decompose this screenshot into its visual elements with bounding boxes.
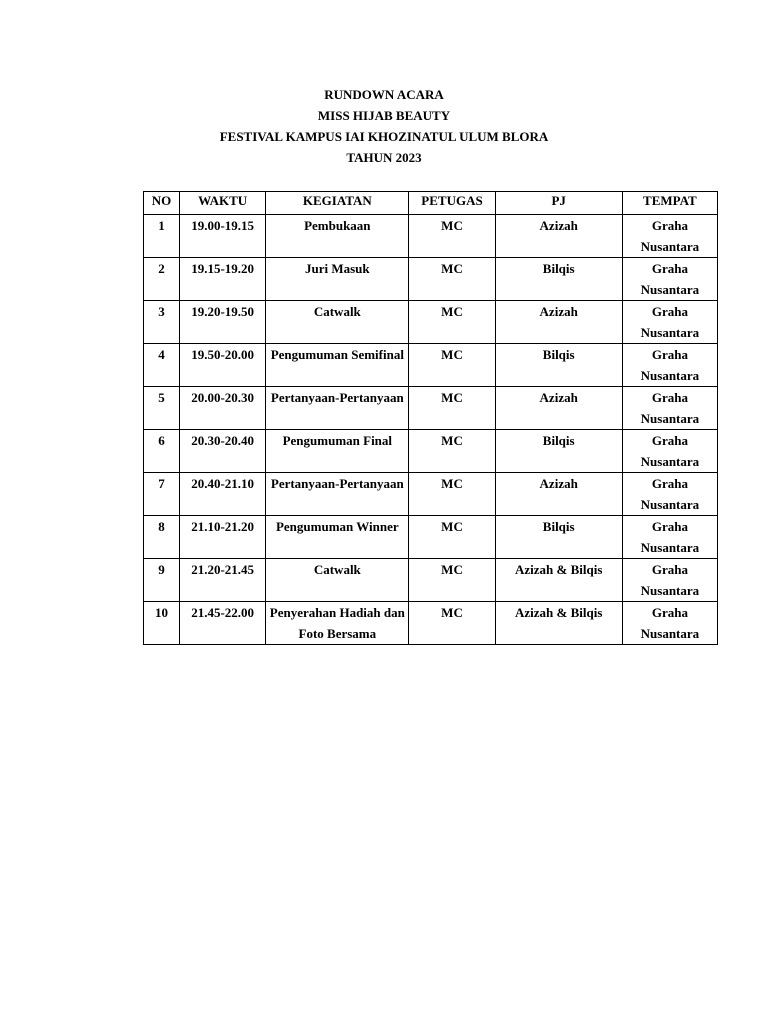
cell-kegiatan: Juri Masuk xyxy=(266,258,409,301)
cell-pj: Bilqis xyxy=(495,344,622,387)
cell-pj: Bilqis xyxy=(495,258,622,301)
cell-no: 3 xyxy=(144,301,180,344)
table-row xyxy=(144,258,718,301)
table-row xyxy=(144,473,718,516)
cell-no: 5 xyxy=(144,387,180,430)
cell-kegiatan: Pertanyaan-Pertanyaan xyxy=(266,387,409,430)
cell-tempat: Graha Nusantara xyxy=(622,559,717,602)
table-row xyxy=(144,602,718,645)
cell-petugas: MC xyxy=(409,559,495,602)
table-header-row xyxy=(144,192,718,215)
cell-kegiatan: Catwalk xyxy=(266,559,409,602)
cell-no: 10 xyxy=(144,602,180,645)
cell-pj: Azizah xyxy=(495,473,622,516)
cell-waktu: 20.30-20.40 xyxy=(180,430,266,473)
cell-kegiatan: Pertanyaan-Pertanyaan xyxy=(266,473,409,516)
column-header-petugas: PETUGAS xyxy=(409,192,495,215)
cell-pj: Azizah xyxy=(495,387,622,430)
cell-waktu: 19.50-20.00 xyxy=(180,344,266,387)
cell-no: 4 xyxy=(144,344,180,387)
cell-waktu: 20.40-21.10 xyxy=(180,473,266,516)
cell-pj: Azizah & Bilqis xyxy=(495,602,622,645)
cell-no: 9 xyxy=(144,559,180,602)
cell-kegiatan: Pembukaan xyxy=(266,215,409,258)
cell-petugas: MC xyxy=(409,602,495,645)
cell-petugas: MC xyxy=(409,387,495,430)
cell-pj: Bilqis xyxy=(495,516,622,559)
table-row xyxy=(144,215,718,258)
cell-kegiatan: Pengumuman Final xyxy=(266,430,409,473)
column-header-no: NO xyxy=(144,192,180,215)
table-row xyxy=(144,516,718,559)
cell-tempat: Graha Nusantara xyxy=(622,258,717,301)
table-row xyxy=(144,387,718,430)
cell-tempat: Graha Nusantara xyxy=(622,430,717,473)
cell-petugas: MC xyxy=(409,516,495,559)
cell-tempat: Graha Nusantara xyxy=(622,215,717,258)
cell-tempat: Graha Nusantara xyxy=(622,516,717,559)
cell-tempat: Graha Nusantara xyxy=(622,602,717,645)
cell-petugas: MC xyxy=(409,258,495,301)
cell-kegiatan: Pengumuman Semifinal xyxy=(266,344,409,387)
cell-petugas: MC xyxy=(409,473,495,516)
cell-petugas: MC xyxy=(409,215,495,258)
column-header-waktu: WAKTU xyxy=(180,192,266,215)
cell-waktu: 21.10-21.20 xyxy=(180,516,266,559)
cell-waktu: 19.00-19.15 xyxy=(180,215,266,258)
cell-tempat: Graha Nusantara xyxy=(622,387,717,430)
table-row xyxy=(144,559,718,602)
cell-no: 7 xyxy=(144,473,180,516)
cell-pj: Azizah xyxy=(495,301,622,344)
cell-waktu: 20.00-20.30 xyxy=(180,387,266,430)
cell-waktu: 19.15-19.20 xyxy=(180,258,266,301)
document-title: RUNDOWN ACARA xyxy=(324,87,444,102)
cell-pj: Azizah xyxy=(495,215,622,258)
cell-tempat: Graha Nusantara xyxy=(622,301,717,344)
cell-pj: Bilqis xyxy=(495,430,622,473)
cell-tempat: Graha Nusantara xyxy=(622,344,717,387)
cell-kegiatan: Catwalk xyxy=(266,301,409,344)
cell-kegiatan: Penyerahan Hadiah dan Foto Bersama xyxy=(266,602,409,645)
cell-petugas: MC xyxy=(409,301,495,344)
cell-no: 8 xyxy=(144,516,180,559)
rundown-table xyxy=(143,191,718,645)
cell-waktu: 19.20-19.50 xyxy=(180,301,266,344)
cell-tempat: Graha Nusantara xyxy=(622,473,717,516)
cell-no: 6 xyxy=(144,430,180,473)
cell-no: 1 xyxy=(144,215,180,258)
cell-waktu: 21.45-22.00 xyxy=(180,602,266,645)
cell-petugas: MC xyxy=(409,344,495,387)
column-header-kegiatan: KEGIATAN xyxy=(266,192,409,215)
table-row xyxy=(144,301,718,344)
table-row xyxy=(144,430,718,473)
table-row xyxy=(144,344,718,387)
event-year: TAHUN 2023 xyxy=(346,150,422,165)
cell-petugas: MC xyxy=(409,430,495,473)
cell-kegiatan: Pengumuman Winner xyxy=(266,516,409,559)
event-organizer: FESTIVAL KAMPUS IAI KHOZINATUL ULUM BLORA xyxy=(219,129,549,144)
event-name: MISS HIJAB BEAUTY xyxy=(317,108,451,123)
column-header-tempat: TEMPAT xyxy=(622,192,717,215)
cell-no: 2 xyxy=(144,258,180,301)
document-header xyxy=(0,84,768,168)
cell-waktu: 21.20-21.45 xyxy=(180,559,266,602)
cell-pj: Azizah & Bilqis xyxy=(495,559,622,602)
column-header-pj: PJ xyxy=(495,192,622,215)
